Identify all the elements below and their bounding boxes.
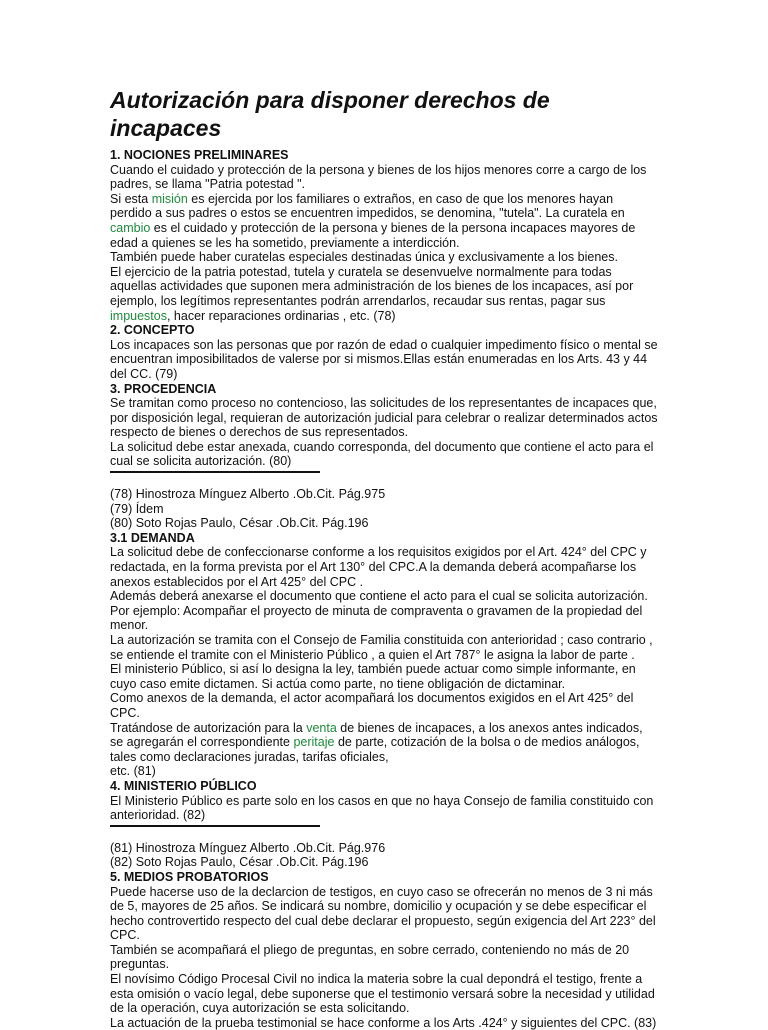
text-run: El ejercicio de la patria potestad, tutela y curatela se desenvuelve normalmente para todas aquellas actividades que suponen mera administración de los bienes de los incapaces, así por ejemplo, los legítimos representantes podrán arrendarlos, recaudar sus rentas, pagar sus [110,264,634,308]
paragraph: Además deberá anexarse el documento que contiene el acto para el cual se solicita autorización. Por ejemplo: Acompañar el proyecto de minuta de compraventa o gravamen de la propiedad del menor. [110,589,648,633]
link-mision[interactable]: misión [151,191,188,206]
text-run: de bienes de incapaces, a los anexos antes indicados, se agregarán el correspondiente [110,720,643,750]
paragraph: La solicitud debe estar anexada, cuando corresponda, del documento que contiene el acto para el cual se solicita autorización. (80) [110,439,654,469]
section-heading: 4. MINISTERIO PÚBLICO [110,778,257,793]
page-title: Autorización para disponer derechos de incapaces [110,87,550,141]
paragraph: Puede hacerse uso de la declarcion de testigos, en cuyo caso se ofrecerán no menos de 3 ni más de 5, mayores de 25 años. Se indicará su nombre, domicilio y ocupación y se debe especificar el hecho controvertido respecto del cual debe declarar el propuesto, según exigencia del Art 223° del CPC. [110,884,656,943]
paragraph: El Ministerio Público es parte solo en los casos en que no haya Consejo de familia constituido con anterioridad. (82) [110,793,654,823]
paragraph: La autorización se tramita con el Consejo de Familia constituida con anterioridad ; caso contrario , se entiende el tramite con el Ministerio Público , a quien el Art 787° le asigna la labor de parte . [110,633,653,662]
paragraph: El novísimo Código Procesal Civil no indica la materia sobre la cual depondrá el testigo, frente a esta omisión o vacío legal, debe suponerse que el testimonio versará sobre la necesidad y utilidad de la operación, cuya autorización se esta solicitando. [110,972,655,1016]
text-run: Tratándose de autorización para la [110,720,307,735]
footnote: (82) Soto Rojas Paulo, César .Ob.Cit. Pág.196 [110,855,369,870]
paragraph: Se tramitan como proceso no contencioso, las solicitudes de los representantes de incapaces que, por disposición legal, requieran de autorización judicial para celebrar o realizar determinados actos respecto de bienes o derechos de sus representados. [110,396,658,440]
text-run: Si esta [110,191,152,206]
section-heading: 2. CONCEPTO [110,323,195,338]
paragraph: Los incapaces son las personas que por razón de edad o cualquier impedimento físico o mental se encuentran imposibilitados de valerse por si mismos.Ellas están enumeradas en los Arts. 43 y 44 del CC. (79) [110,337,658,381]
text-run: de parte, cotización de la bolsa o de medios análogos, tales como declaraciones juradas, tarifas oficiales, [110,735,640,764]
section-heading: 1. NOCIONES PRELIMINARES [110,148,289,162]
footnote: (81) Hinostroza Mínguez Alberto .Ob.Cit. Pág.976 [110,840,386,855]
footnote: (80) Soto Rojas Paulo, César .Ob.Cit. Pág.196 [110,516,369,531]
link-cambio[interactable]: cambio [110,220,151,235]
paragraph [110,721,658,765]
link-venta[interactable]: venta [306,720,337,735]
paragraph: También se acompañará el pliego de preguntas, en sobre cerrado, conteniendo no más de 20 preguntas. [110,942,630,972]
section-heading: 3. PROCEDENCIA [110,381,217,396]
paragraph: El ministerio Público, si así lo designa la ley, también puede actuar como simple informante, en cuyo caso emite dictamen. Si actúa como parte, no tiene obligación de dictaminar. [110,662,636,691]
link-impuestos[interactable]: impuestos [110,308,167,323]
section-heading: 3.1 DEMANDA [110,530,195,545]
document-body [110,86,658,1030]
paragraph [110,265,658,323]
footnote: (78) Hinostroza Mínguez Alberto .Ob.Cit. Pág.975 [110,487,386,502]
text-run: es el cuidado y protección de la persona y bienes de la persona incapaces mayores de edad a quienes se les ha sometido, previamente a interdicción. [110,220,636,250]
paragraph: También puede haber curatelas especiales destinadas única y exclusivamente a los bienes. [110,250,618,265]
text-run: , hacer reparaciones ordinarias , etc. (78) [166,308,396,323]
paragraph: Cuando el cuidado y protección de la persona y bienes de los hijos menores corre a cargo de los padres, se llama "Patria potestad ". [110,162,647,192]
footnote: (79) Ídem [110,501,164,516]
paragraph: La actuación de la prueba testimonial se hace conforme a los Arts .424° y siguientes del CPC. (83) [110,1015,657,1030]
text-run: es ejercida por los familiares o extraños, en caso de que los menores hayan perdido a sus padres o estos se encuentren impedidos, se denomina, "tutela". La curatela en [110,191,625,221]
paragraph [110,192,658,250]
paragraph: etc. (81) [110,764,156,779]
paragraph: La solicitud debe de confeccionarse conforme a los requisitos exigidos por el Art. 424° del CPC y redactada, en la forma prevista por el Art 130° del CPC.A la demanda deberá acompañarse los anexos establecidos por el Art 425° del CPC . [110,545,647,589]
paragraph: Como anexos de la demanda, el actor acompañará los documentos exigidos en el Art 425° del CPC. [110,691,634,720]
section-heading: 5. MEDIOS PROBATORIOS [110,869,269,884]
link-peritaje[interactable]: peritaje [293,735,335,750]
